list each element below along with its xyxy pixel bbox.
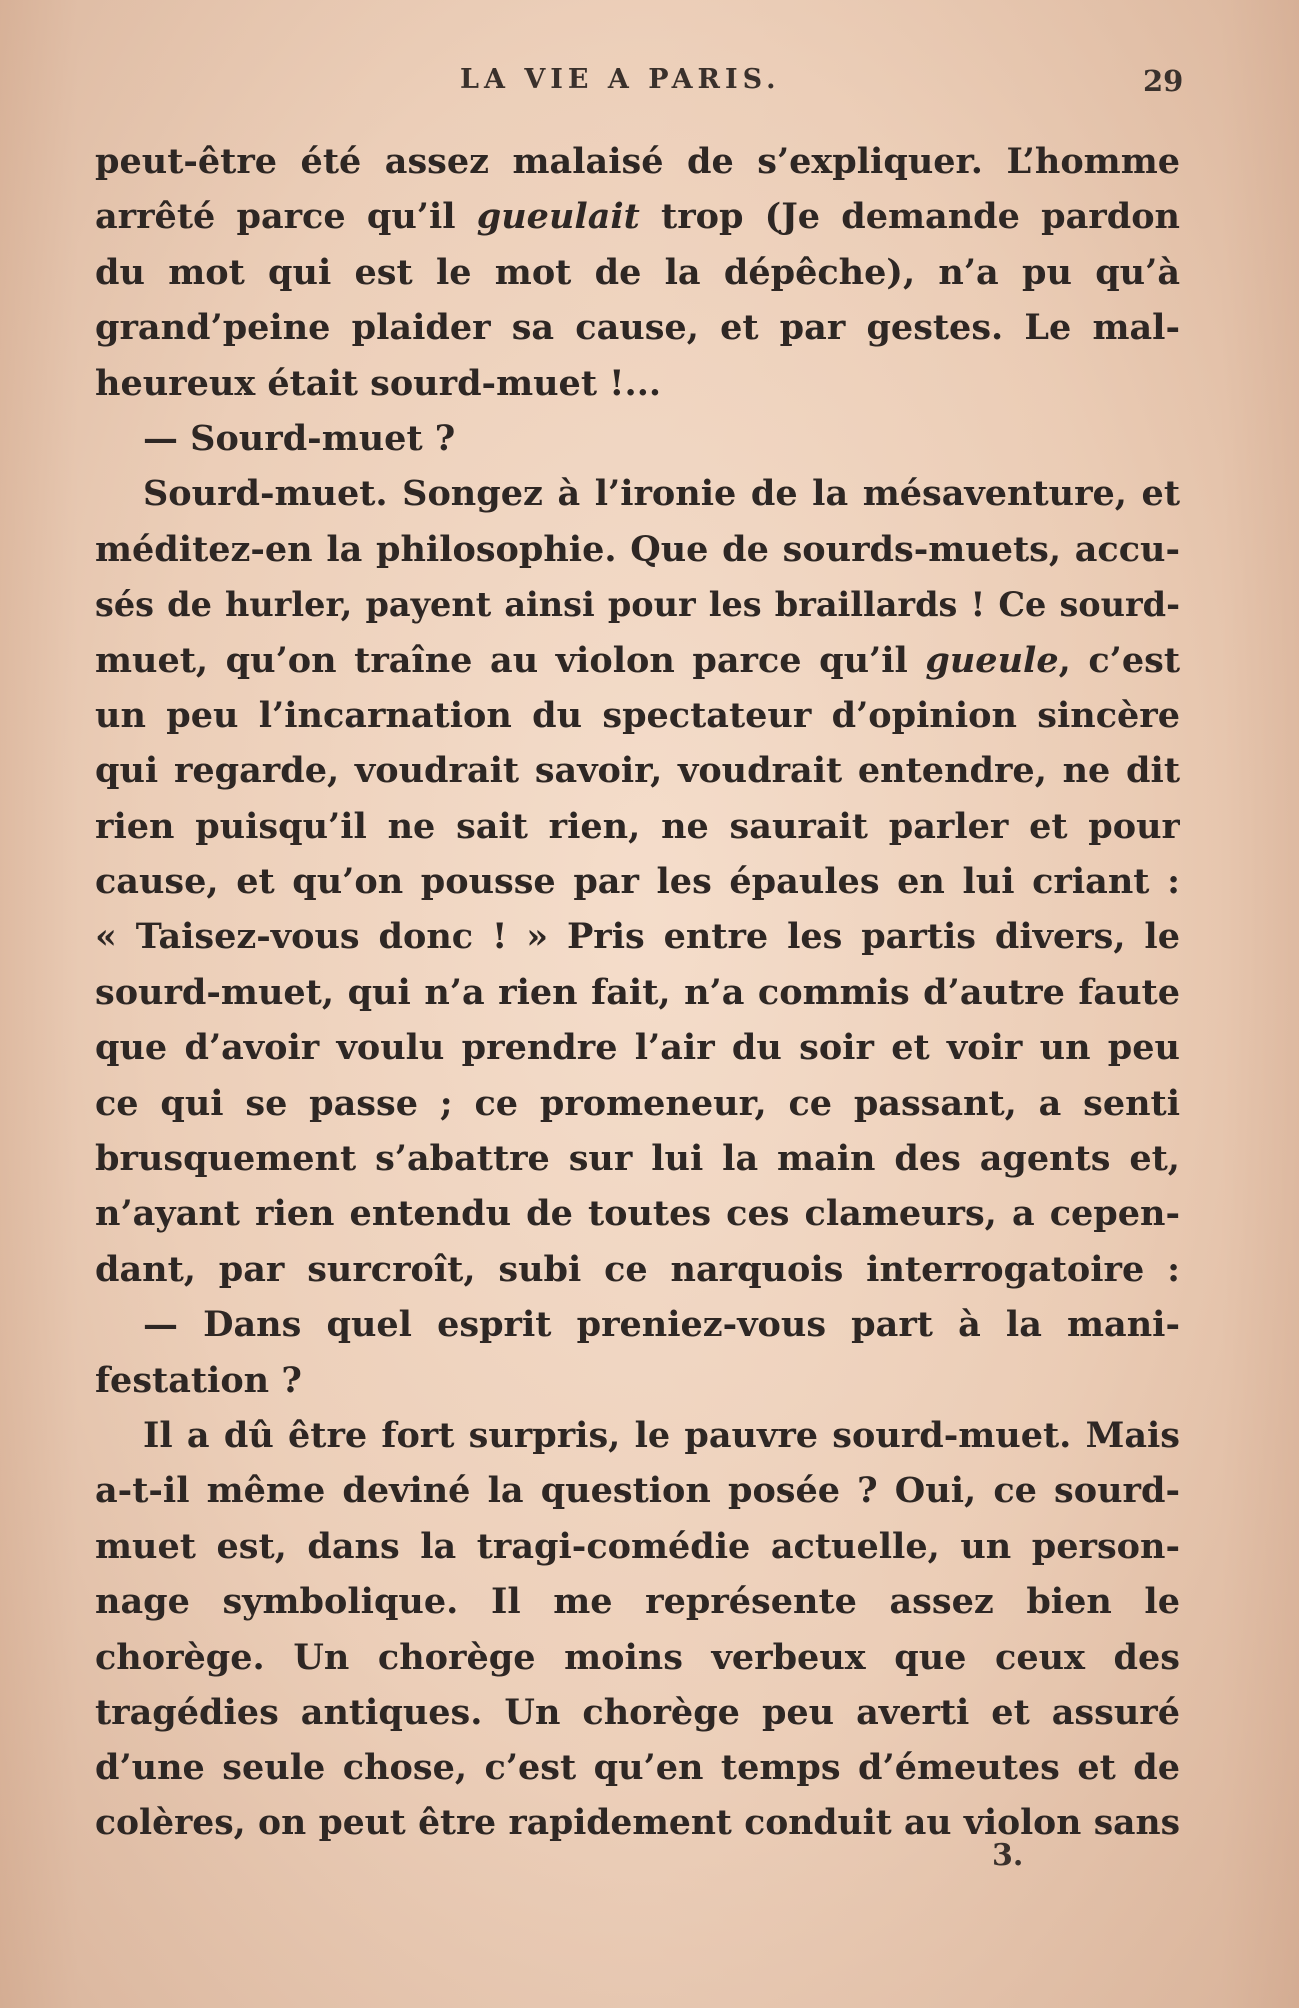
text-line: d’une seule chose, c’est qu’en temps d’émeutes et de [95,1747,1180,1789]
signature-mark: 3. [992,1838,1024,1873]
text-line: un peu l’incarnation du spectateur d’opinion sincère [95,694,1180,736]
text-line: Sourd-muet. Songez à l’ironie de la mésaventure, et [143,473,1180,515]
text-line: sés de hurler, payent ainsi pour les braillards ! Ce sourd- [95,585,1180,625]
text-line: chorège. Un chorège moins verbeux que ceux des [95,1636,1180,1678]
text-line: méditez-en la philosophie. Que de sourds-muets, accu- [95,528,1180,570]
text-line: heureux était sourd-muet !... [95,362,662,404]
dialogue-line: — Dans quel esprit preniez-vous part à la mani- [143,1304,1180,1346]
text-line: sourd-muet, qui n’a rien fait, n’a commis d’autre faute [95,971,1180,1013]
text-line: brusquement s’abattre sur lui la main des agents et, [95,1138,1180,1180]
page-number: 29 [1143,64,1184,98]
text-line: muet, qu’on traîne au violon parce qu’il gueule, c’est [95,639,1180,681]
text-line: rien puisqu’il ne sait rien, ne saurait parler et pour [95,805,1180,847]
running-title: LA VIE A PARIS. [460,64,781,95]
text-line: cause, et qu’on pousse par les épaules en lui criant : [95,861,1180,903]
text-line: festation ? [95,1359,302,1401]
body-text [95,134,1180,1851]
text-line: tragédies antiques. Un chorège peu averti et assuré [95,1691,1180,1733]
text-line: n’ayant rien entendu de toutes ces clameurs, a cepen- [95,1193,1180,1235]
text-line: grand’peine plaider sa cause, et par gestes. Le mal- [95,307,1180,349]
text-line: peut-être été assez malaisé de s’expliquer. L’homme [95,141,1180,182]
text-line: arrêté parce qu’il gueulait trop (Je demande pardon [95,196,1180,238]
text-line: qui regarde, voudrait savoir, voudrait entendre, ne dit [95,750,1180,792]
text-line: dant, par surcroît, subi ce narquois interrogatoire : [95,1248,1180,1290]
italic-word: gueulait [476,196,640,238]
text-line: Il a dû être fort surpris, le pauvre sourd-muet. Mais [143,1414,1180,1456]
text-line: muet est, dans la tragi-comédie actuelle, un person- [95,1525,1180,1567]
italic-word: gueule [925,639,1059,681]
text-line: du mot qui est le mot de la dépêche), n’a pu qu’à [95,251,1180,293]
dialogue-line: — Sourd-muet ? [143,417,456,459]
text-line: ce qui se passe ; ce promeneur, ce passant, a senti [95,1082,1180,1124]
text-line: « Taisez-vous donc ! » Pris entre les partis divers, le [95,916,1180,958]
text-line: colères, on peut être rapidement conduit au violon sans [95,1802,1180,1843]
text-line: a-t-il même deviné la question posée ? Oui, ce sourd- [95,1470,1180,1512]
running-head [0,64,1299,114]
text-line: que d’avoir voulu prendre l’air du soir et voir un peu [95,1027,1180,1069]
text-line: nage symbolique. Il me représente assez bien le [95,1581,1180,1623]
